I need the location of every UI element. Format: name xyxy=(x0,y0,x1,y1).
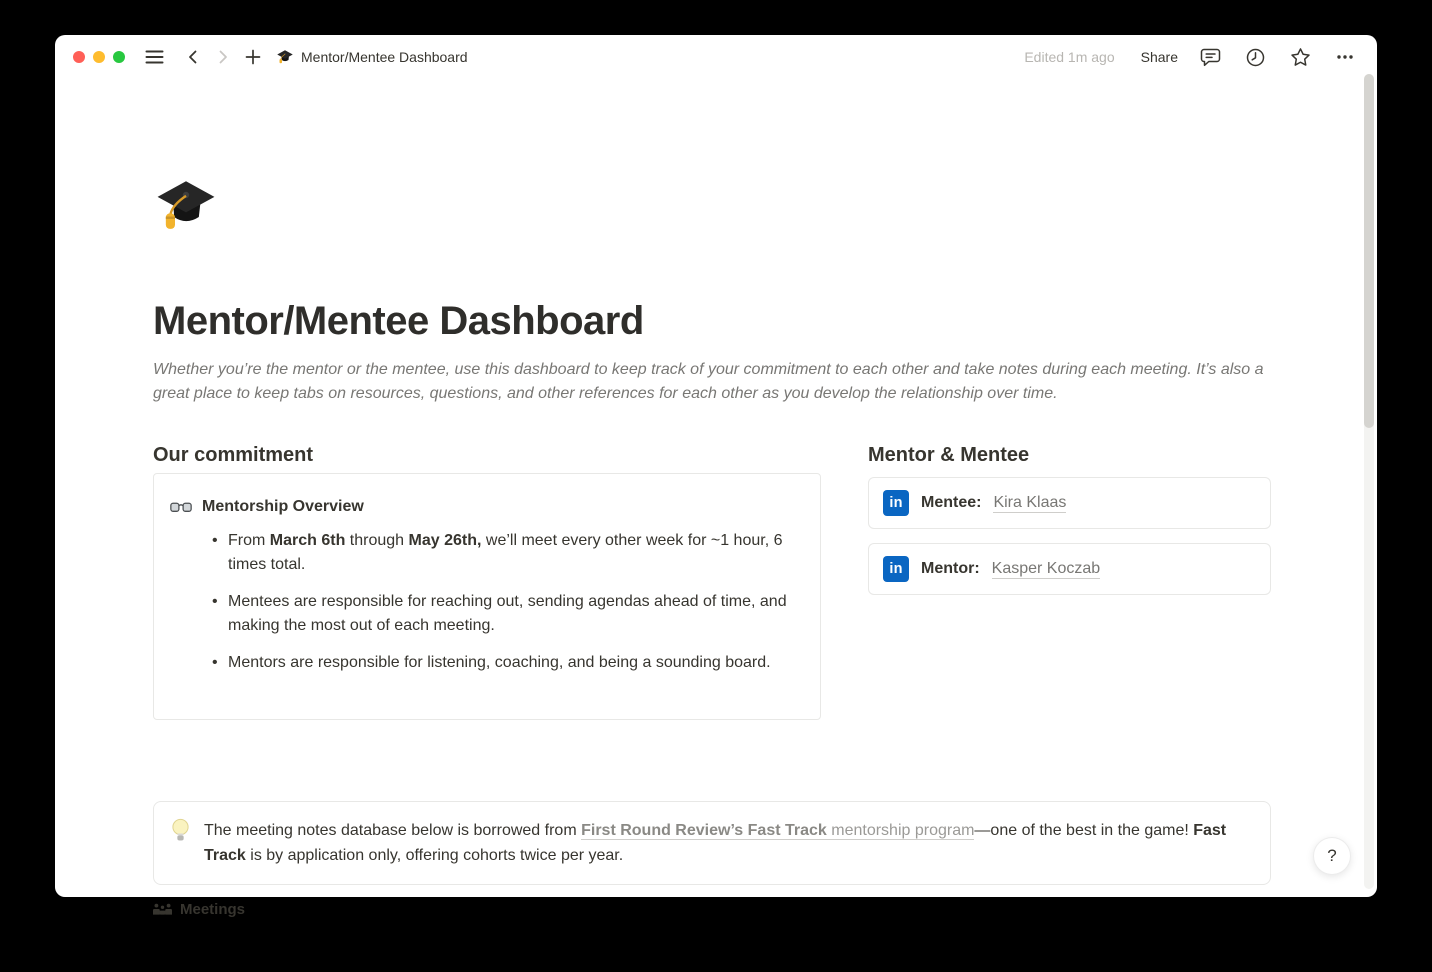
zoom-button[interactable] xyxy=(113,51,125,63)
glasses-icon xyxy=(170,501,192,514)
history-clock-icon[interactable] xyxy=(1243,45,1268,70)
page-graduation-cap-icon[interactable] xyxy=(153,173,219,239)
scrollbar-thumb[interactable] xyxy=(1364,74,1374,428)
commitment-column xyxy=(153,442,821,720)
meeting-people-icon xyxy=(153,901,172,918)
window-toolbar xyxy=(55,35,1377,79)
mentorship-overview-box xyxy=(153,473,821,720)
bullet-mentee-responsibility: • Mentees are responsible for reaching out, sending agendas ahead of time, and making the most out of each meeting. xyxy=(170,590,804,638)
overview-bullets xyxy=(170,529,804,675)
linkedin-icon: in xyxy=(883,556,909,582)
mentee-card[interactable] xyxy=(868,477,1271,529)
callout-text: The meeting notes database below is borrowed from First Round Review’s Fast Track mentorship program—one of the best in the game! Fast Track is by application only, offering cohorts twice per year. xyxy=(204,822,1227,864)
notion-window xyxy=(55,35,1377,918)
mentee-label: Mentee: xyxy=(921,494,982,511)
mentorship-overview-toggle[interactable] xyxy=(170,498,804,516)
lightbulb-icon xyxy=(170,818,191,844)
linkedin-icon: in xyxy=(883,490,909,516)
share-button[interactable]: Share xyxy=(1140,49,1178,65)
favorite-star-icon[interactable] xyxy=(1288,45,1313,70)
mentor-card[interactable] xyxy=(868,543,1271,595)
edited-timestamp: Edited 1m ago xyxy=(1024,49,1115,65)
mentor-link[interactable]: Kasper Koczab xyxy=(991,559,1101,577)
graduation-cap-icon xyxy=(276,48,294,66)
comments-icon[interactable] xyxy=(1198,45,1223,70)
new-page-plus-icon[interactable] xyxy=(242,46,264,68)
people-heading: Mentor & Mentee xyxy=(868,444,1030,466)
sidebar-menu-icon[interactable] xyxy=(143,47,166,67)
breadcrumb[interactable] xyxy=(276,48,468,66)
more-options-icon[interactable] xyxy=(1333,45,1357,69)
minimize-button[interactable] xyxy=(93,51,105,63)
close-button[interactable] xyxy=(73,51,85,63)
bullet-mentor-responsibility: • Mentors are responsible for listening, coaching, and being a sounding board. xyxy=(170,651,804,675)
traffic-lights xyxy=(73,51,125,63)
commitment-heading: Our commitment xyxy=(153,444,314,466)
page-content xyxy=(55,79,1377,918)
mentor-label: Mentor: xyxy=(921,560,980,577)
back-icon[interactable] xyxy=(182,46,204,68)
forward-icon[interactable] xyxy=(212,46,234,68)
fast-track-callout xyxy=(153,801,1271,885)
page-description: Whether you’re the mentor or the mentee, use this dashboard to keep track of your commitment to each other and take notes during each meeting. It’s also a great place to keep tabs on resources, questions, and other references for each other as you develop the relationship over time. xyxy=(153,361,1264,402)
overview-title: Mentorship Overview xyxy=(202,498,364,515)
toolbar-page-title: Mentor/Mentee Dashboard xyxy=(301,49,468,65)
meetings-database-title[interactable] xyxy=(153,901,245,918)
bullet-meeting-cadence: • From March 6th through May 26th, we’ll meet every other week for ~1 hour, 6 times total. xyxy=(170,529,804,577)
meetings-label: Meetings xyxy=(180,901,246,918)
people-column xyxy=(868,442,1271,720)
fast-track-link[interactable]: First Round Review’s Fast Track mentorship program xyxy=(581,822,975,839)
help-button[interactable]: ? xyxy=(1313,837,1351,875)
page-title: Mentor/Mentee Dashboard xyxy=(153,299,644,343)
mentee-link[interactable]: Kira Klaas xyxy=(993,493,1067,511)
